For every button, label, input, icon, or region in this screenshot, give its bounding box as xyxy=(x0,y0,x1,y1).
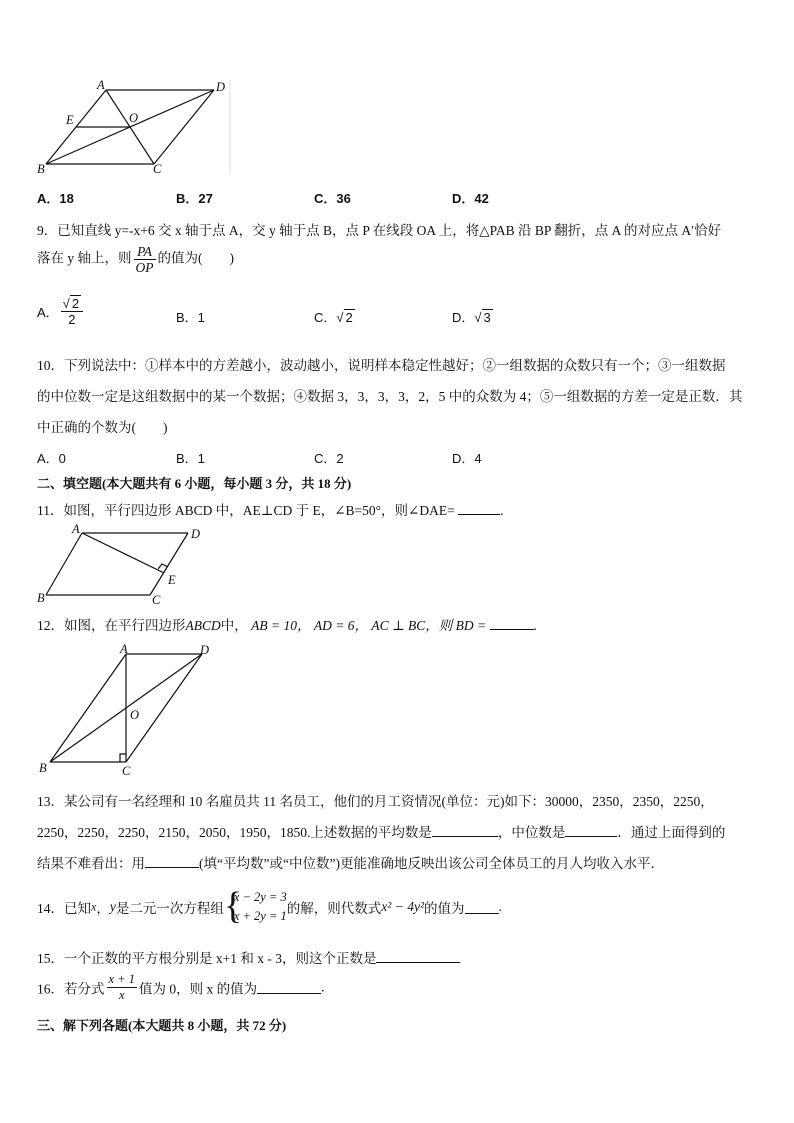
q16-post: 值为 0，则 x 的值为 xyxy=(138,981,258,997)
fig11-label-c: C xyxy=(152,593,161,607)
q14-post2: 的值为 xyxy=(424,901,465,916)
fig12-label-c: C xyxy=(122,764,131,778)
fig-label-d: D xyxy=(216,80,226,94)
q9-opt-a-label: A． xyxy=(37,305,59,320)
q14-eq2: x + 2y = 1 xyxy=(233,909,287,923)
q14-eq1: x − 2y = 3 xyxy=(233,890,287,904)
q9-opt-d-label: D． xyxy=(452,310,475,325)
q12-answer-blank[interactable] xyxy=(490,617,534,630)
q12-ac: AC ⊥ BC，则 xyxy=(371,618,453,633)
q9-frac-den: OP xyxy=(135,260,154,275)
q13-mean-blank[interactable] xyxy=(432,824,498,837)
q16-frac-num: x + 1 xyxy=(108,972,135,986)
q13-choice-blank[interactable] xyxy=(145,855,199,868)
section2-title: 二、填空题(本大题共有 6 小题，每小题 3 分，共 18 分) xyxy=(37,476,352,491)
q9-frac-num: PA xyxy=(134,244,156,260)
q13-line1: 13．某公司有一名经理和 10 名雇员共 11 名员工，他们的月工资情况(单位：元)如下：30000，2350，2350，2250， xyxy=(37,794,714,809)
q13-line2-a: 2250，2250，2250，2150，2050，1950，1850.上述数据的平均数是 xyxy=(37,825,432,840)
q10-line1: 10．下列说法中：①样本中的方差越小，波动越小，说明样本稳定性越好；②一组数据的众数只有一个；③一组数据 xyxy=(37,358,726,373)
q12-end: . xyxy=(533,618,537,633)
q9-option-a xyxy=(37,296,85,327)
q9-opt-c-label: C． xyxy=(314,310,337,325)
q8-option-b: B．27 xyxy=(176,191,213,206)
q14-pre: 14．已知 xyxy=(37,901,91,916)
q14-answer-blank[interactable] xyxy=(465,901,499,914)
q11-question: 11．如图，平行四边形 ABCD 中，AE⊥CD 于 E，∠B=50°，则∠DAE= xyxy=(37,503,455,518)
q9-opt-d-rad: 3 xyxy=(483,310,491,325)
q9-line2 xyxy=(37,244,234,275)
fig11-label-d: D xyxy=(191,527,201,541)
q9-opt-a-rad: 2 xyxy=(71,296,80,311)
q14-end: . xyxy=(498,899,502,914)
q10-option-b: B．1 xyxy=(176,451,205,466)
fig12-label-o: O xyxy=(130,708,140,722)
q12-ad: AD = 6， xyxy=(313,618,368,633)
q11-text xyxy=(37,499,503,519)
fig11-label-b: B xyxy=(37,591,45,605)
q16-frac-den: x xyxy=(118,988,125,1002)
q14-text xyxy=(37,885,502,928)
fig11-label-e: E xyxy=(168,573,176,587)
fig-label-e: E xyxy=(66,113,74,127)
q9-opt-a-den: 2 xyxy=(68,312,76,327)
q16-pre: 16．若分式 xyxy=(37,981,105,997)
q8-option-d: D．42 xyxy=(452,191,489,206)
fig12-label-d: D xyxy=(200,643,210,657)
fig-label-o: O xyxy=(129,111,139,125)
q14-mid: 是二元一次方程组 xyxy=(115,901,224,916)
section3-title: 三、解下列各题(本大题共 8 小题，共 72 分) xyxy=(37,1018,287,1033)
q13-line2 xyxy=(37,821,725,841)
q9-option-d: D．√ 3 xyxy=(452,310,491,325)
q12-bd: BD = xyxy=(455,618,487,633)
q16-end: . xyxy=(321,979,325,995)
figure-parallelogram-q11 xyxy=(34,521,214,607)
q12-abcd: ABCD xyxy=(185,618,221,633)
q13-line3-a: 结果不难看出：用 xyxy=(37,856,145,871)
q11-answer-blank[interactable] xyxy=(458,502,500,515)
fig12-label-a: A xyxy=(120,642,128,656)
q12-text xyxy=(37,614,537,634)
q12-mid1: 中， xyxy=(220,618,248,633)
q14-post: 的解，则代数式 xyxy=(286,901,382,916)
q12-ab: AB = 10， xyxy=(251,618,311,633)
q15-text xyxy=(37,947,460,967)
q13-line3 xyxy=(37,852,664,872)
q9-fraction xyxy=(134,244,156,275)
q9-option-b: B．1 xyxy=(176,310,205,325)
q8-option-a: A．18 xyxy=(37,191,74,206)
fig11-label-a: A xyxy=(72,522,80,536)
q9-opt-c-rad: 2 xyxy=(345,310,353,325)
q8-option-c: C．36 xyxy=(314,191,351,206)
figure-parallelogram-q8 xyxy=(34,76,234,176)
q10-option-c: C．2 xyxy=(314,451,344,466)
q14-sep: ， xyxy=(96,901,110,916)
q14-expr: x² − 4y² xyxy=(381,899,424,914)
q13-line2-b: ，中位数是 xyxy=(497,825,566,840)
q16-answer-blank[interactable] xyxy=(257,981,321,994)
q9-line2-pre: 落在 y 轴上，则 xyxy=(37,250,132,266)
q9-opt-a-frac: $\frac{√ 2}{2}$ xyxy=(61,296,83,327)
q14-x: x xyxy=(91,899,97,914)
q10-option-d: D．4 xyxy=(452,451,482,466)
q11-end: . xyxy=(500,503,504,518)
q10-option-a: A．0 xyxy=(37,451,66,466)
q13-line2-c: ．通过上面得到的 xyxy=(617,825,726,840)
q13-line3-b: (填“平均数”或“中位数”)更能准确地反映出该公司全体员工的月人均收入水平． xyxy=(199,856,664,871)
q10-line2: 的中位数一定是这组数据中的某一个数据；④数据 3，3，3，3，2，5 中的众数为 4；⑤一组数据的方差一定是正数．其 xyxy=(37,389,743,404)
fig-label-c: C xyxy=(153,162,162,176)
q9-line1: 9．已知直线 y=-x+6 交 x 轴于点 A，交 y 轴于点 B，点 P 在线段 OA 上，将△PAB 沿 BP 翻折，点 A 的对应点 A′恰好 xyxy=(37,223,722,238)
fig-label-b: B xyxy=(37,162,45,176)
q15-question: 15．一个正数的平方根分别是 x+1 和 x - 3，则这个正数是 xyxy=(37,951,377,966)
q14-y: y xyxy=(109,899,116,914)
q16-text xyxy=(37,972,324,1003)
q9-option-c: C．√ 2 xyxy=(314,310,353,325)
fig12-label-b: B xyxy=(39,761,47,775)
fig-label-a: A xyxy=(97,78,105,92)
q15-answer-blank[interactable] xyxy=(376,950,460,963)
q16-fraction xyxy=(107,972,137,1003)
q12-pre: 12．如图，在平行四边形 xyxy=(37,618,186,633)
q10-line3: 中正确的个数为( ) xyxy=(37,420,168,435)
q14-equation-system: { x − 2y = 3 x + 2y = 1 xyxy=(223,885,287,927)
q9-line2-post: 的值为( ) xyxy=(157,250,234,266)
figure-parallelogram-q12 xyxy=(34,642,224,782)
q13-median-blank[interactable] xyxy=(565,824,617,837)
